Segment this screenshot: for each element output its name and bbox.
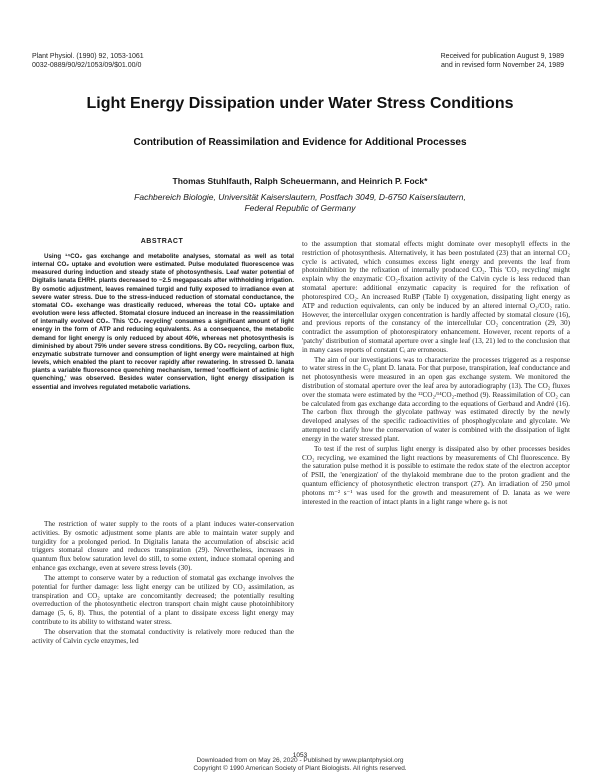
journal-line-1: Plant Physiol. (1990) 92, 1053-1061	[32, 53, 144, 60]
right-paragraph-1: to the assumption that stomatal effects might dominate over mesophyll effects in the restriction of photosynthesis. Alternatively, it has been postulated (23) that an internal CO₂ cycle is activated, which consumes excess light energy and prevents the leaf from photoinhibition by the refixation of internally produced CO₂. This 'CO₂ recycling' might explain why the enzymatic CO₂-fixation activity of the Calvin cycle is less reduced than stomatal aperture: additional enzymatic capacity is required for the refixation of photorespired CO₂. An increased RuBP (Table I) oxygenation, dissipating light energy as ATP and reduction equivalents, can only be induced by an altered internal O₂/CO₂ ratio. However, the intercellular oxygen concentration is hardly affected by stomatal closure (16), and previous reports of the constancy of the intercellular CO₂ concentration (29, 30) contradict the assumption of photorespiratory enhancement. However, recent reports of a 'patchy' distribution of stomatal aperture over a single leaf (13, 21) led to the conclusion that in many cases reports of constant Cᵢ are erroneous.	[302, 240, 570, 354]
left-paragraph-3: The observation that the stomatal conductivity is relatively more reduced than the activity of Calvin cycle enzymes, led	[32, 627, 294, 645]
paper-title: Light Energy Dissipation under Water Stress Conditions	[86, 95, 514, 112]
right-column-body	[302, 240, 570, 506]
footer-line-2: Copyright © 1990 American Society of Plant Biologists. All rights reserved.	[193, 765, 407, 772]
affiliation-line-1: Fachbereich Biologie, Universität Kaiserslautern, Postfach 3049, D-6750 Kaiserslautern,	[134, 192, 466, 202]
abstract-text: Using ¹⁴CO₂ gas exchange and metabolite analyses, stomatal as well as total internal CO₂ uptake and evolution were estimated. Pulse modulated fluorescence was measured during induction and steady state of photosynthesis. Leaf water potential of Digitalis lanata EHRH. plants decreased to −2.5 megapascals after withholding irrigation. By osmotic adjustment, leaves remained turgid and fully exposed to irradiance even at severe water stress. Due to the stress-induced reduction of stomatal conductance, the stomatal CO₂ exchange was drastically reduced, whereas the total CO₂ uptake and evolution were less affected. Stomatal closure induced an increase in the reassimilation of internally evolved CO₂. This 'CO₂ recycling' consumes a significant amount of light energy in the form of ATP and reducing equivalents. As a consequence, the metabolic demand for light energy is only reduced by about 40%, whereas net photosynthesis is diminished by about 75% under severe stress conditions. By CO₂ recycling, carbon flux, enzymatic substrate turnover and consumption of light energy were maintained at high levels, which enabled the plant to recover rapidly after rewatering. In stressed D. lanata plants a variable fluorescence quenching mechanism, termed 'coefficient of actinic light quenching,' was observed. Besides water conservation, light energy dissipation is essential and involves regulated metabolic variations.	[32, 253, 294, 391]
download-footer	[0, 757, 600, 773]
left-paragraph-2: The attempt to conserve water by a reduction of stomatal gas exchange involves the potential for further damage: less light energy can be utilized by CO₂ assimilation, as transpiration and CO₂ uptake are concomitantly decreased; the potentially resulting overreduction of the photosynthetic electron transport chain might cause photoinhibitory damage (5, 6, 8). Thus, the potential of a plant to dissipate excess light energy may contribute to its ability to withstand water stress.	[32, 573, 294, 626]
left-column-body	[32, 520, 294, 645]
left-paragraph-1: The restriction of water supply to the roots of a plant induces water-conservation activities. By osmotic adjustment some plants are able to maintain water supply and turgidity for a prolonged period. In Digitalis lanata the accumulation of abscisic acid triggers stomatal closure and reduces transpiration (29). Nevertheless, increases in quantum flux below saturation level do still, to some extent, induce stomatal opening and enhance gas exchange, even at severe stress levels (30).	[32, 520, 294, 573]
author-list: Thomas Stuhlfauth, Ralph Scheuermann, and Heinrich P. Fock*	[172, 176, 428, 186]
abstract-heading: ABSTRACT	[140, 238, 184, 245]
journal-citation	[32, 52, 292, 70]
footer-line-1: Downloaded from on May 26, 2020 - Published by www.plantphysiol.org	[196, 757, 404, 764]
affiliation	[0, 192, 600, 214]
right-paragraph-3: To test if the rest of surplus light energy is dissipated also by other processes besides CO₂ recycling, we examined the light reactions by measurements of Chl fluorescence. By the saturation pulse method it is possible to estimate the redox state of the electron acceptor of PSII, the 'energization' of the thylakoid membrane due to the proton gradient and the quantum efficiency of photosynthetic electron transport (27). An irradiation of 250 μmol photons m⁻² s⁻¹ was used for the growth and measurement of D. lanata as we were interested in the reaction of intact plants in a light range where gₛ is not	[302, 444, 570, 506]
received-line-1: Received for publication August 9, 1989	[440, 53, 564, 60]
page-number: 1053	[292, 752, 308, 759]
received-dates	[324, 52, 564, 70]
received-line-2: and in revised form November 24, 1989	[441, 62, 564, 69]
affiliation-line-2: Federal Republic of Germany	[244, 203, 356, 213]
right-paragraph-2: The aim of our investigations was to characterize the processes triggered as a response to water stress in the C₃ plant D. lanata. For that purpose, transpiration, leaf conductance and net photosynthesis were measured in an open gas exchange system. We monitored the distribution of stomatal aperture over the leaf area by autoradiography (13). The CO₂ fluxes over the stomata were estimated by the ¹²CO₂/¹⁴CO₂-method (9). Reassimilation of CO₂ can be calculated from gas exchange data according to the equations of Gerbaud and André (16). The carbon flux through the glycolate pathway was estimated directly by the newly developed analyses of the specific radioactivities of phosphoglycolate and glycolate. We attempted to clarify how the conservation of water is combined with the dissipation of light energy in the water stressed plant.	[302, 355, 570, 443]
journal-line-2: 0032-0889/90/92/1053/09/$01.00/0	[32, 62, 142, 69]
paper-subtitle: Contribution of Reassimilation and Evidence for Additional Processes	[133, 137, 467, 148]
